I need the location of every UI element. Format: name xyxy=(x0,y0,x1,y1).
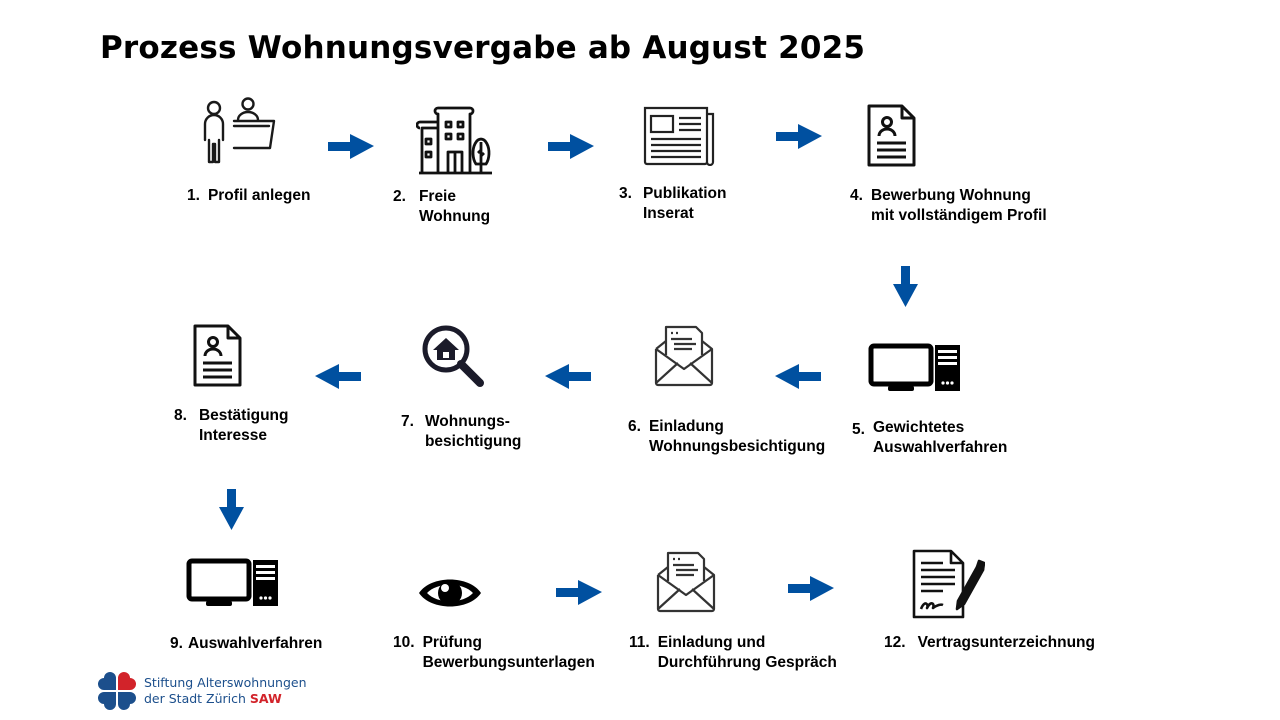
step-5-label: 5. Gewichtetes Auswahlverfahren xyxy=(852,419,1008,456)
step-11-label: 11. Einladung und Durchführung Gespräch xyxy=(629,634,837,671)
step-9-label: 9. Auswahlverfahren xyxy=(170,635,323,652)
step-1-label: 1. Profil anlegen xyxy=(187,187,311,204)
profile-document-icon xyxy=(192,324,244,388)
logo-text: Stiftung Alterswohnungen der Stadt Zürich SAW xyxy=(144,675,307,706)
step-12-label: 12. Vertragsunterzeichnung xyxy=(884,634,1095,651)
arrow-right-icon xyxy=(556,578,604,608)
profile-document-icon xyxy=(866,104,918,168)
arrow-right-icon xyxy=(328,132,376,162)
arrow-right-icon xyxy=(788,574,836,604)
arrow-left-icon xyxy=(543,362,591,392)
step-4-label: 4. Bewerbung Wohnung mit vollständigem Profil xyxy=(850,187,1047,224)
open-envelope-icon xyxy=(654,325,714,387)
house-search-icon xyxy=(420,323,486,387)
step-7-label: 7. Wohnungs- besichtigung xyxy=(401,413,522,450)
arrow-down-icon xyxy=(217,489,247,531)
arrow-left-icon xyxy=(773,362,821,392)
person-at-desk-icon xyxy=(198,96,278,166)
page-title: Prozess Wohnungsvergabe ab August 2025 xyxy=(100,30,866,66)
arrow-right-icon xyxy=(776,122,824,152)
desktop-computer-icon xyxy=(186,558,280,608)
signed-contract-icon xyxy=(911,549,985,621)
step-2-label: 2. Freie Wohnung xyxy=(393,188,491,225)
arrow-left-icon xyxy=(313,362,361,392)
clover-logo-icon xyxy=(98,672,136,710)
arrow-right-icon xyxy=(548,132,596,162)
saw-logo xyxy=(98,672,307,710)
arrow-down-icon xyxy=(891,266,921,308)
desktop-computer-icon xyxy=(868,343,962,393)
step-8-label: 8. Bestätigung Interesse xyxy=(174,407,289,444)
step-10-label: 10. Prüfung Bewerbungsunterlagen xyxy=(393,634,595,671)
step-6-label: 6. Einladung Wohnungsbesichtigung xyxy=(628,418,826,455)
eye-icon xyxy=(417,573,483,613)
open-envelope-icon xyxy=(656,551,716,613)
building-icon xyxy=(416,106,496,176)
step-3-label: 3. Publikation Inserat xyxy=(619,185,727,222)
newspaper-icon xyxy=(643,106,719,166)
